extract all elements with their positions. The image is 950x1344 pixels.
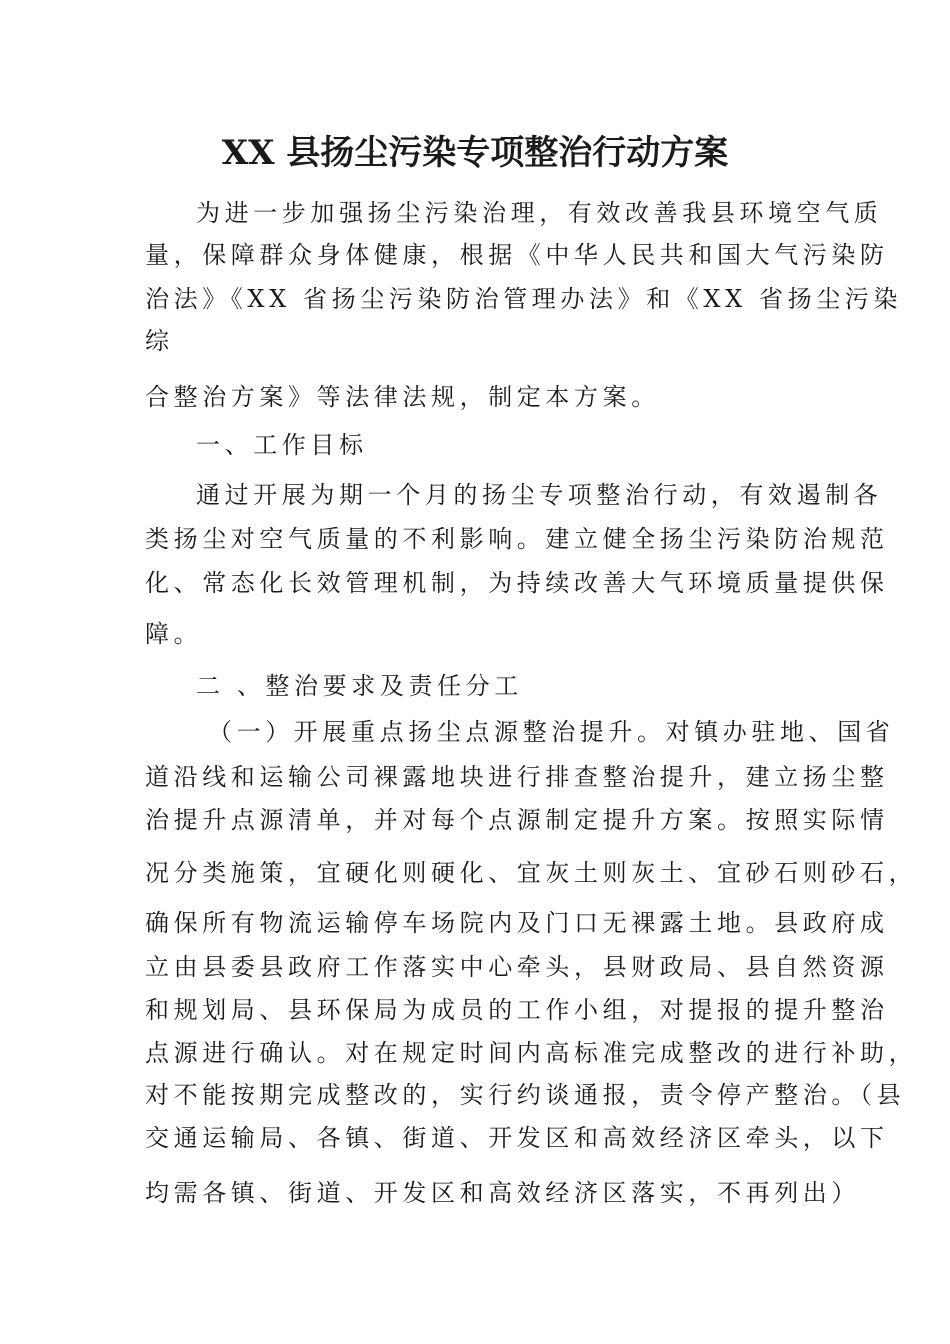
- paragraph-line: 况分类施策，宜硬化则硬化、宜灰土则灰土、宜砂石则砂石，: [145, 859, 918, 887]
- paragraph-line: 对不能按期完成整改的，实行约谈通报，责令停产整治。（县: [145, 1081, 906, 1109]
- paragraph-line: 障。: [145, 620, 203, 648]
- paragraph-line: 点源进行确认。对在规定时间内高标准完成整改的进行补助，: [145, 1039, 918, 1067]
- paragraph-line: 通过开展为期一个月的扬尘专项整治行动，有效遏制各: [196, 481, 883, 509]
- paragraph-line: 综: [145, 327, 174, 355]
- paragraph-line: 类扬尘对空气质量的不利影响。建立健全扬尘污染防治规范: [145, 525, 889, 553]
- paragraph-line: 量，保障群众身体健康，根据《中华人民共和国大气污染防: [145, 241, 889, 269]
- document-title: XX 县扬尘污染专项整治行动方案: [221, 133, 729, 173]
- paragraph-line: 立由县委县政府工作落实中心牵头，县财政局、县自然资源: [145, 953, 889, 981]
- paragraph-line: 化、常态化长效管理机制，为持续改善大气环境质量提供保: [145, 569, 889, 597]
- section-heading-goals: 一、工作目标: [196, 431, 368, 459]
- paragraph-line: 为进一步加强扬尘污染治理，有效改善我县环境空气质: [196, 199, 883, 227]
- paragraph-line: 道沿线和运输公司裸露地块进行排查整治提升，建立扬尘整: [145, 763, 889, 791]
- paragraph-line: 和规划局、县环保局为成员的工作小组，对提报的提升整治: [145, 996, 889, 1024]
- paragraph-line: （一）开展重点扬尘点源整治提升。对镇办驻地、国省: [208, 718, 895, 746]
- paragraph-line: 交通运输局、各镇、街道、开发区和高效经济区牵头，以下: [145, 1124, 889, 1152]
- paragraph-line: 治法》《XX 省扬尘污染防治管理办法》和《XX 省扬尘污染: [145, 285, 902, 313]
- section-heading-requirements: 二 、整治要求及责任分工: [196, 672, 523, 700]
- paragraph-line: 合整治方案》等法律法规，制定本方案。: [145, 383, 660, 411]
- paragraph-line: 均需各镇、街道、开发区和高效经济区落实，不再列出）: [145, 1179, 860, 1207]
- paragraph-line: 治提升点源清单，并对每个点源制定提升方案。按照实际情: [145, 806, 889, 834]
- paragraph-line: 确保所有物流运输停车场院内及门口无裸露土地。县政府成: [145, 909, 889, 937]
